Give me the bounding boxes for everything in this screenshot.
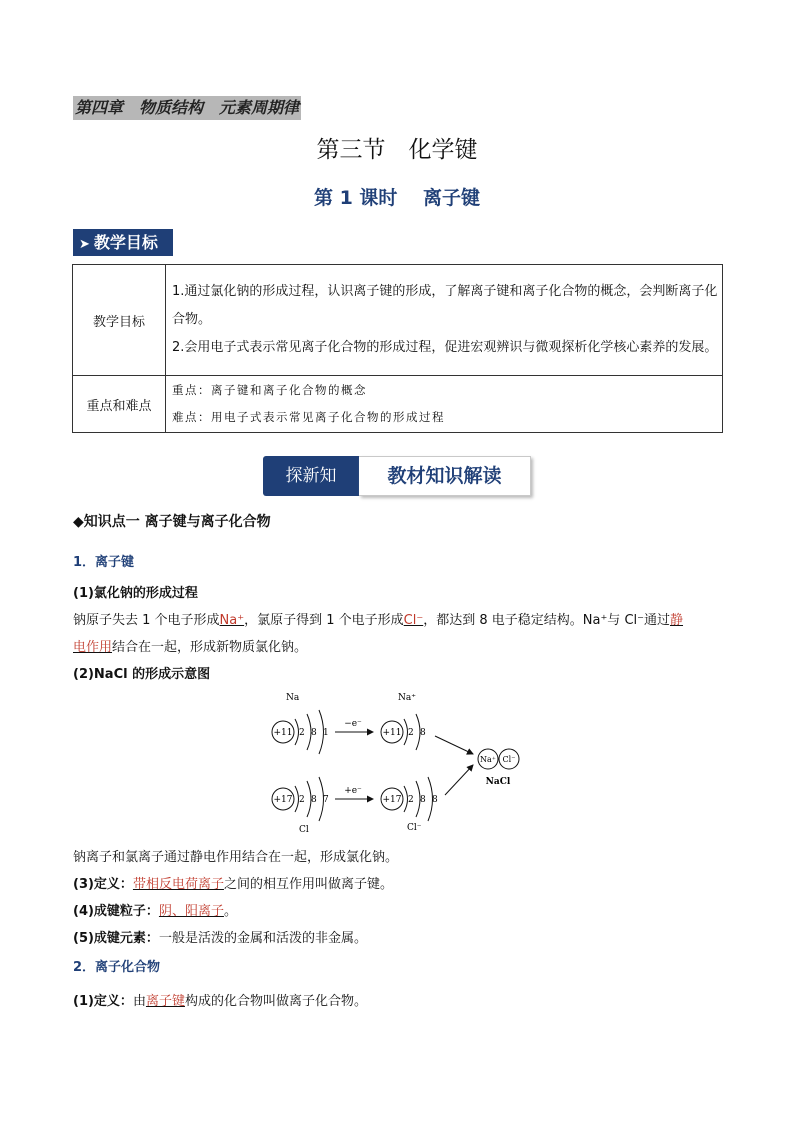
na-shell-1: 2 <box>299 728 305 738</box>
goals-table <box>72 264 723 433</box>
teaching-goals-badge <box>73 229 173 256</box>
difficult-point: 难点：用电子式表示常见离子化合物的形成过程 <box>172 410 445 424</box>
na-ion-shell-1: 2 <box>408 728 414 738</box>
text-segment: ，都达到 8 电子稳定结构。Na⁺与 Cl⁻通过 <box>423 613 670 628</box>
na-ion-shell-2: 8 <box>420 728 426 738</box>
key-point: 重点：离子键和离子化合物的概念 <box>172 383 367 397</box>
merge-arrow-bottom <box>445 765 473 795</box>
diagram-title: (2)NaCl 的形成示意图 <box>73 667 211 682</box>
arrow-right-icon: ➤ <box>79 237 90 252</box>
nacl-formation-diagram <box>255 686 535 834</box>
goal-1: 1.通过氯化钠的形成过程，认识离子键的形成，了解离子键和离子化合物的概念，会判断离子化合物。 <box>172 284 718 327</box>
text-segment: 结合在一起，形成新物质氯化钠。 <box>112 640 308 655</box>
key-points-content <box>166 376 723 433</box>
answer-electrostatic: 静 <box>670 613 684 628</box>
answer-cl-ion: Cl⁻ <box>403 613 424 628</box>
nacl-formation-title: (1)氯化钠的形成过程 <box>73 586 198 601</box>
cl-ion-shell-1: 2 <box>408 795 414 805</box>
answer-opposite-charges: 带相反电荷离子 <box>132 877 224 892</box>
nacl-na-ion-label: Na⁺ <box>480 755 496 764</box>
chapter-heading: 第四章 物质结构 元素周期律 <box>73 96 301 120</box>
nacl-formation-text <box>73 607 723 634</box>
na-ion-label: Na⁺ <box>398 693 416 703</box>
cl-ion-shell-2: 8 <box>420 795 426 805</box>
text-segment: ，氯原子得到 1 个电子形成 <box>244 613 404 628</box>
text-segment: 钠原子失去 1 个电子形成 <box>73 613 220 628</box>
bonding-particles-line <box>73 898 723 925</box>
diagram-caption: 钠离子和氯离子通过静电作用结合在一起，形成氯化钠。 <box>73 850 399 865</box>
bonding-particles-label: (4)成键粒子： <box>73 904 159 919</box>
table-row <box>73 376 723 433</box>
na-shell-3: 1 <box>323 728 329 738</box>
goals-label: 教学目标 <box>73 265 166 376</box>
merge-arrow-top <box>435 736 473 754</box>
cl-ion-nucleus-charge: +17 <box>382 795 402 805</box>
section-banner <box>263 456 531 496</box>
gain-electron-label: +e⁻ <box>344 786 362 796</box>
nacl-formation-text-cont <box>73 634 723 661</box>
cl-shell-1: 2 <box>299 795 305 805</box>
na-atom-label: Na <box>286 693 300 703</box>
ionic-compound-definition <box>73 988 723 1015</box>
banner-left: 探新知 <box>263 456 359 496</box>
definition-line <box>73 871 723 898</box>
subheading-ionic-compound: 2．离子化合物 <box>73 960 161 975</box>
lose-electron-label: −e⁻ <box>344 719 362 729</box>
text-segment: 构成的化合物叫做离子化合物。 <box>184 994 367 1009</box>
bonding-elements-label: (5)成键元素： <box>73 931 159 946</box>
nacl-cl-ion-label: Cl⁻ <box>502 755 516 764</box>
answer-electrostatic-cont: 电作用 <box>73 640 113 655</box>
knowledge-point-title: ◆知识点一 离子键与离子化合物 <box>73 514 271 530</box>
na-shell-2: 8 <box>311 728 317 738</box>
lesson-title: 第 1 课时 离子键 <box>313 187 481 209</box>
text-segment: 。 <box>223 904 237 919</box>
cl-atom-label: Cl <box>299 825 309 834</box>
subheading-ionic-bond: 1．离子键 <box>73 555 135 570</box>
cl-nucleus-charge: +17 <box>273 795 293 805</box>
badge-label: 教学目标 <box>93 233 158 252</box>
nacl-label: NaCl <box>485 777 511 787</box>
key-points-label: 重点和难点 <box>73 376 166 433</box>
text-segment: 一般是活泼的金属和活泼的非金属。 <box>158 931 367 946</box>
answer-ions: 阴、阳离子 <box>158 904 224 919</box>
text-segment: 由 <box>132 994 146 1009</box>
text-segment: 之间的相互作用叫做离子键。 <box>223 877 393 892</box>
na-nucleus-charge: +11 <box>273 728 293 738</box>
na-ion-nucleus-charge: +11 <box>382 728 402 738</box>
bonding-elements-line <box>73 925 723 952</box>
cl-shell-2: 8 <box>311 795 317 805</box>
answer-ionic-bond: 离子键 <box>145 994 185 1009</box>
cl-shell-3: 7 <box>323 795 329 805</box>
definition-label: (1)定义： <box>73 994 133 1009</box>
section-title: 第三节 化学键 <box>316 137 478 163</box>
goals-content <box>166 265 723 376</box>
cl-ion-shell-3: 8 <box>432 795 438 805</box>
cl-ion-label: Cl⁻ <box>407 823 422 833</box>
goal-2: 2.会用电子式表示常见离子化合物的形成过程，促进宏观辨识与微观探析化学核心素养的发展。 <box>172 340 718 355</box>
answer-na-ion: Na⁺ <box>219 613 245 628</box>
definition-label: (3)定义： <box>73 877 133 892</box>
banner-right: 教材知识解读 <box>359 456 531 496</box>
table-row <box>73 265 723 376</box>
